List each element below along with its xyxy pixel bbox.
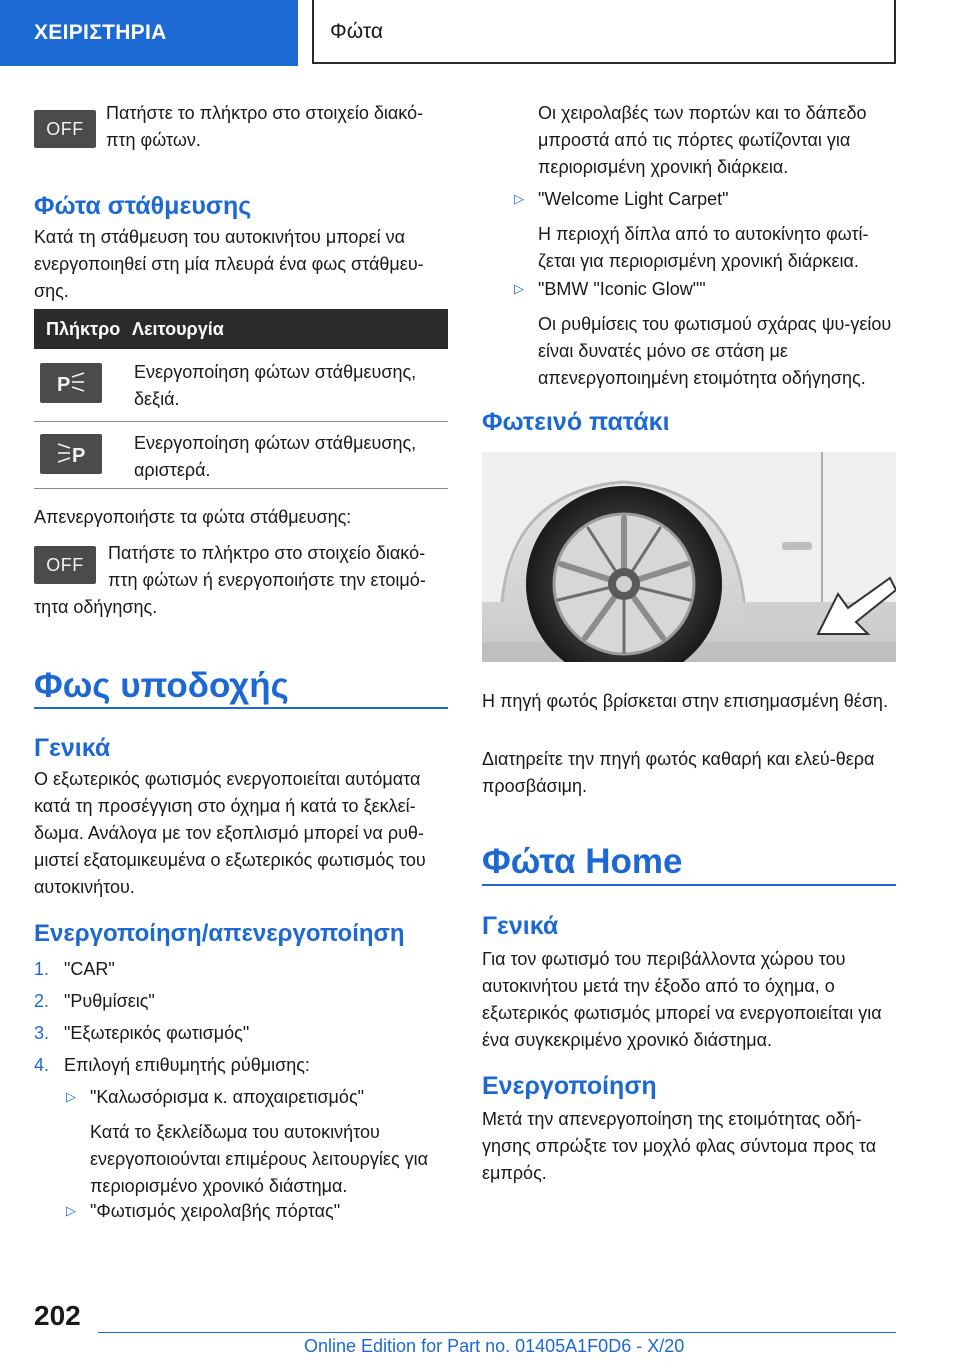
off-button-icon xyxy=(34,110,96,148)
triangle-bullet-icon: ▷ xyxy=(514,191,524,206)
table-cell-text: Ενεργοποίηση φώτων στάθμευσης, δεξιά. xyxy=(134,362,417,409)
option-title: "Φωτισμός χειρολαβής πόρτας" xyxy=(90,1201,341,1221)
step-number: 4. xyxy=(34,1055,50,1075)
activation-heading: Ενεργοποίηση/απενεργοποίηση xyxy=(34,920,405,947)
welcome-light-heading: Φως υποδοχής xyxy=(34,666,289,705)
puddle-light-text: Διατηρείτε την πηγή φωτός καθαρή και ελεύ-θερα προσβάσιμη. xyxy=(482,749,875,796)
off-label: OFF xyxy=(46,554,84,575)
page-number: 202 xyxy=(34,1300,81,1331)
section-title: Φώτα xyxy=(312,0,896,64)
step-text: "CAR" xyxy=(64,959,115,979)
step-number: 2. xyxy=(34,991,50,1011)
steps-list xyxy=(34,956,448,1084)
svg-text:P: P xyxy=(57,374,71,395)
general-heading: Γενικά xyxy=(34,734,111,762)
edition-link[interactable]: Online Edition for Part no. 01405A1F0D6 - X/20 xyxy=(304,1336,685,1356)
option-desc: Οι ρυθμίσεις του φωτισμού σχάρας ψυ-γείου είναι δυνατές μόνο σε στάση με απενεργοποιημένη ετοιμότητα οδήγησης. xyxy=(538,314,892,388)
page-header xyxy=(0,0,960,66)
heading-rule xyxy=(34,707,448,709)
off-label: OFF xyxy=(46,118,84,139)
puddle-light-heading: Φωτεινό πατάκι xyxy=(482,408,670,436)
chapter-tab[interactable]: ΧΕΙΡΙΣΤΗΡΙΑ xyxy=(0,0,298,66)
option-title: "Καλωσόρισμα κ. αποχαιρετισμός" xyxy=(90,1087,365,1107)
parking-light-right-icon xyxy=(40,363,102,403)
triangle-bullet-icon: ▷ xyxy=(514,281,524,296)
step-number: 3. xyxy=(34,1023,50,1043)
option-item xyxy=(482,276,896,392)
option-desc: Η περιοχή δίπλα από το αυτοκίνητο φωτί-ζεται για περιορισμένη χρονική διάρκεια. xyxy=(538,224,869,271)
step-text: "Ρυθμίσεις" xyxy=(64,991,155,1011)
home-activation-text: Μετά την απενεργοποίηση της ετοιμότητας οδή-γησης σπρώξτε τον μοχλό φλας σύντομα προς τα εμπρός. xyxy=(482,1109,877,1183)
parking-light-left-icon xyxy=(40,434,102,474)
list-item xyxy=(34,956,448,988)
deactivate-text: Απενεργοποιήστε τα φώτα στάθμευσης: xyxy=(34,507,352,527)
table-cell-text: Ενεργοποίηση φώτων στάθμευσης, αριστερά. xyxy=(134,433,417,480)
option-item xyxy=(482,186,896,275)
home-lights-heading: Φώτα Home xyxy=(482,842,683,881)
parking-lights-table xyxy=(34,309,448,489)
table-row xyxy=(34,422,448,489)
triangle-bullet-icon: ▷ xyxy=(66,1089,76,1104)
table-header xyxy=(34,309,448,349)
home-general-text: Για τον φωτισμό του περιβάλλοντα χώρου του αυτοκινήτου μετά την έξοδο από το όχημα, ο εξωτερικός φωτισμός μπορεί να ενεργοποιείται για ένα συγκεκριμένο χρονικό διάστημα. xyxy=(482,949,882,1050)
table-header-key: Πλήκτρο xyxy=(46,319,121,339)
step-text: Επιλογή επιθυμητής ρύθμισης: xyxy=(64,1055,310,1075)
option-desc: Κατά το ξεκλείδωμα του αυτοκινήτου ενεργοποιούνται επιμέρους λειτουργίες για περιορισμένο χρονικό διάστημα. xyxy=(90,1122,429,1196)
home-general-heading: Γενικά xyxy=(482,912,559,940)
list-item xyxy=(34,1020,448,1052)
step-number: 1. xyxy=(34,959,50,979)
option-title: "BMW "Iconic Glow"" xyxy=(538,279,706,299)
list-item xyxy=(34,988,448,1020)
table-row xyxy=(34,349,448,422)
home-activation-heading: Ενεργοποίηση xyxy=(482,1072,657,1100)
car-wheel-photo xyxy=(482,452,896,662)
general-text: Ο εξωτερικός φωτισμός ενεργοποιείται αυτόματα κατά τη προσέγγιση στο όχημα ή κατά το ξεκλεί-δωμα. Ανάλογα με τον εξοπλισμό μπορεί να ρυθ-μιστεί εξατομικευμένα ο εξωτερικός φωτισμός του αυτοκινήτου. xyxy=(34,769,426,897)
option-title: "Welcome Light Carpet" xyxy=(538,189,729,209)
list-item xyxy=(34,1052,448,1084)
svg-text:P: P xyxy=(72,445,86,466)
option-item xyxy=(34,1084,448,1200)
table-header-function: Λειτουργία xyxy=(132,319,224,339)
parking-lights-heading: Φώτα στάθμευσης xyxy=(34,192,252,220)
footer-rule xyxy=(98,1332,896,1333)
triangle-bullet-icon: ▷ xyxy=(66,1203,76,1218)
off-instruction-text: Πατήστε το πλήκτρο στο στοιχείο διακό-πτη φώτων ή ενεργοποιήστε την ετοιμό-τητα οδήγησης. xyxy=(34,543,426,617)
door-handle-desc: Οι χειρολαβές των πορτών και το δάπεδο μπροστά από τις πόρτες φωτίζονται για περιορισμένη χρονική διάρκεια. xyxy=(538,103,867,177)
puddle-light-text: Η πηγή φωτός βρίσκεται στην επισημασμένη θέση. xyxy=(482,691,888,711)
step-text: "Εξωτερικός φωτισμός" xyxy=(64,1023,250,1043)
heading-rule xyxy=(482,884,896,886)
parking-lights-intro: Κατά τη στάθμευση του αυτοκινήτου μπορεί να ενεργοποιηθεί στη μία πλευρά ένα φως στάθμευ-σης. xyxy=(34,227,424,301)
option-item xyxy=(34,1198,448,1225)
off-instruction-text: Πατήστε το πλήκτρο στο στοιχείο διακό- πτη φώτων. xyxy=(106,103,424,150)
